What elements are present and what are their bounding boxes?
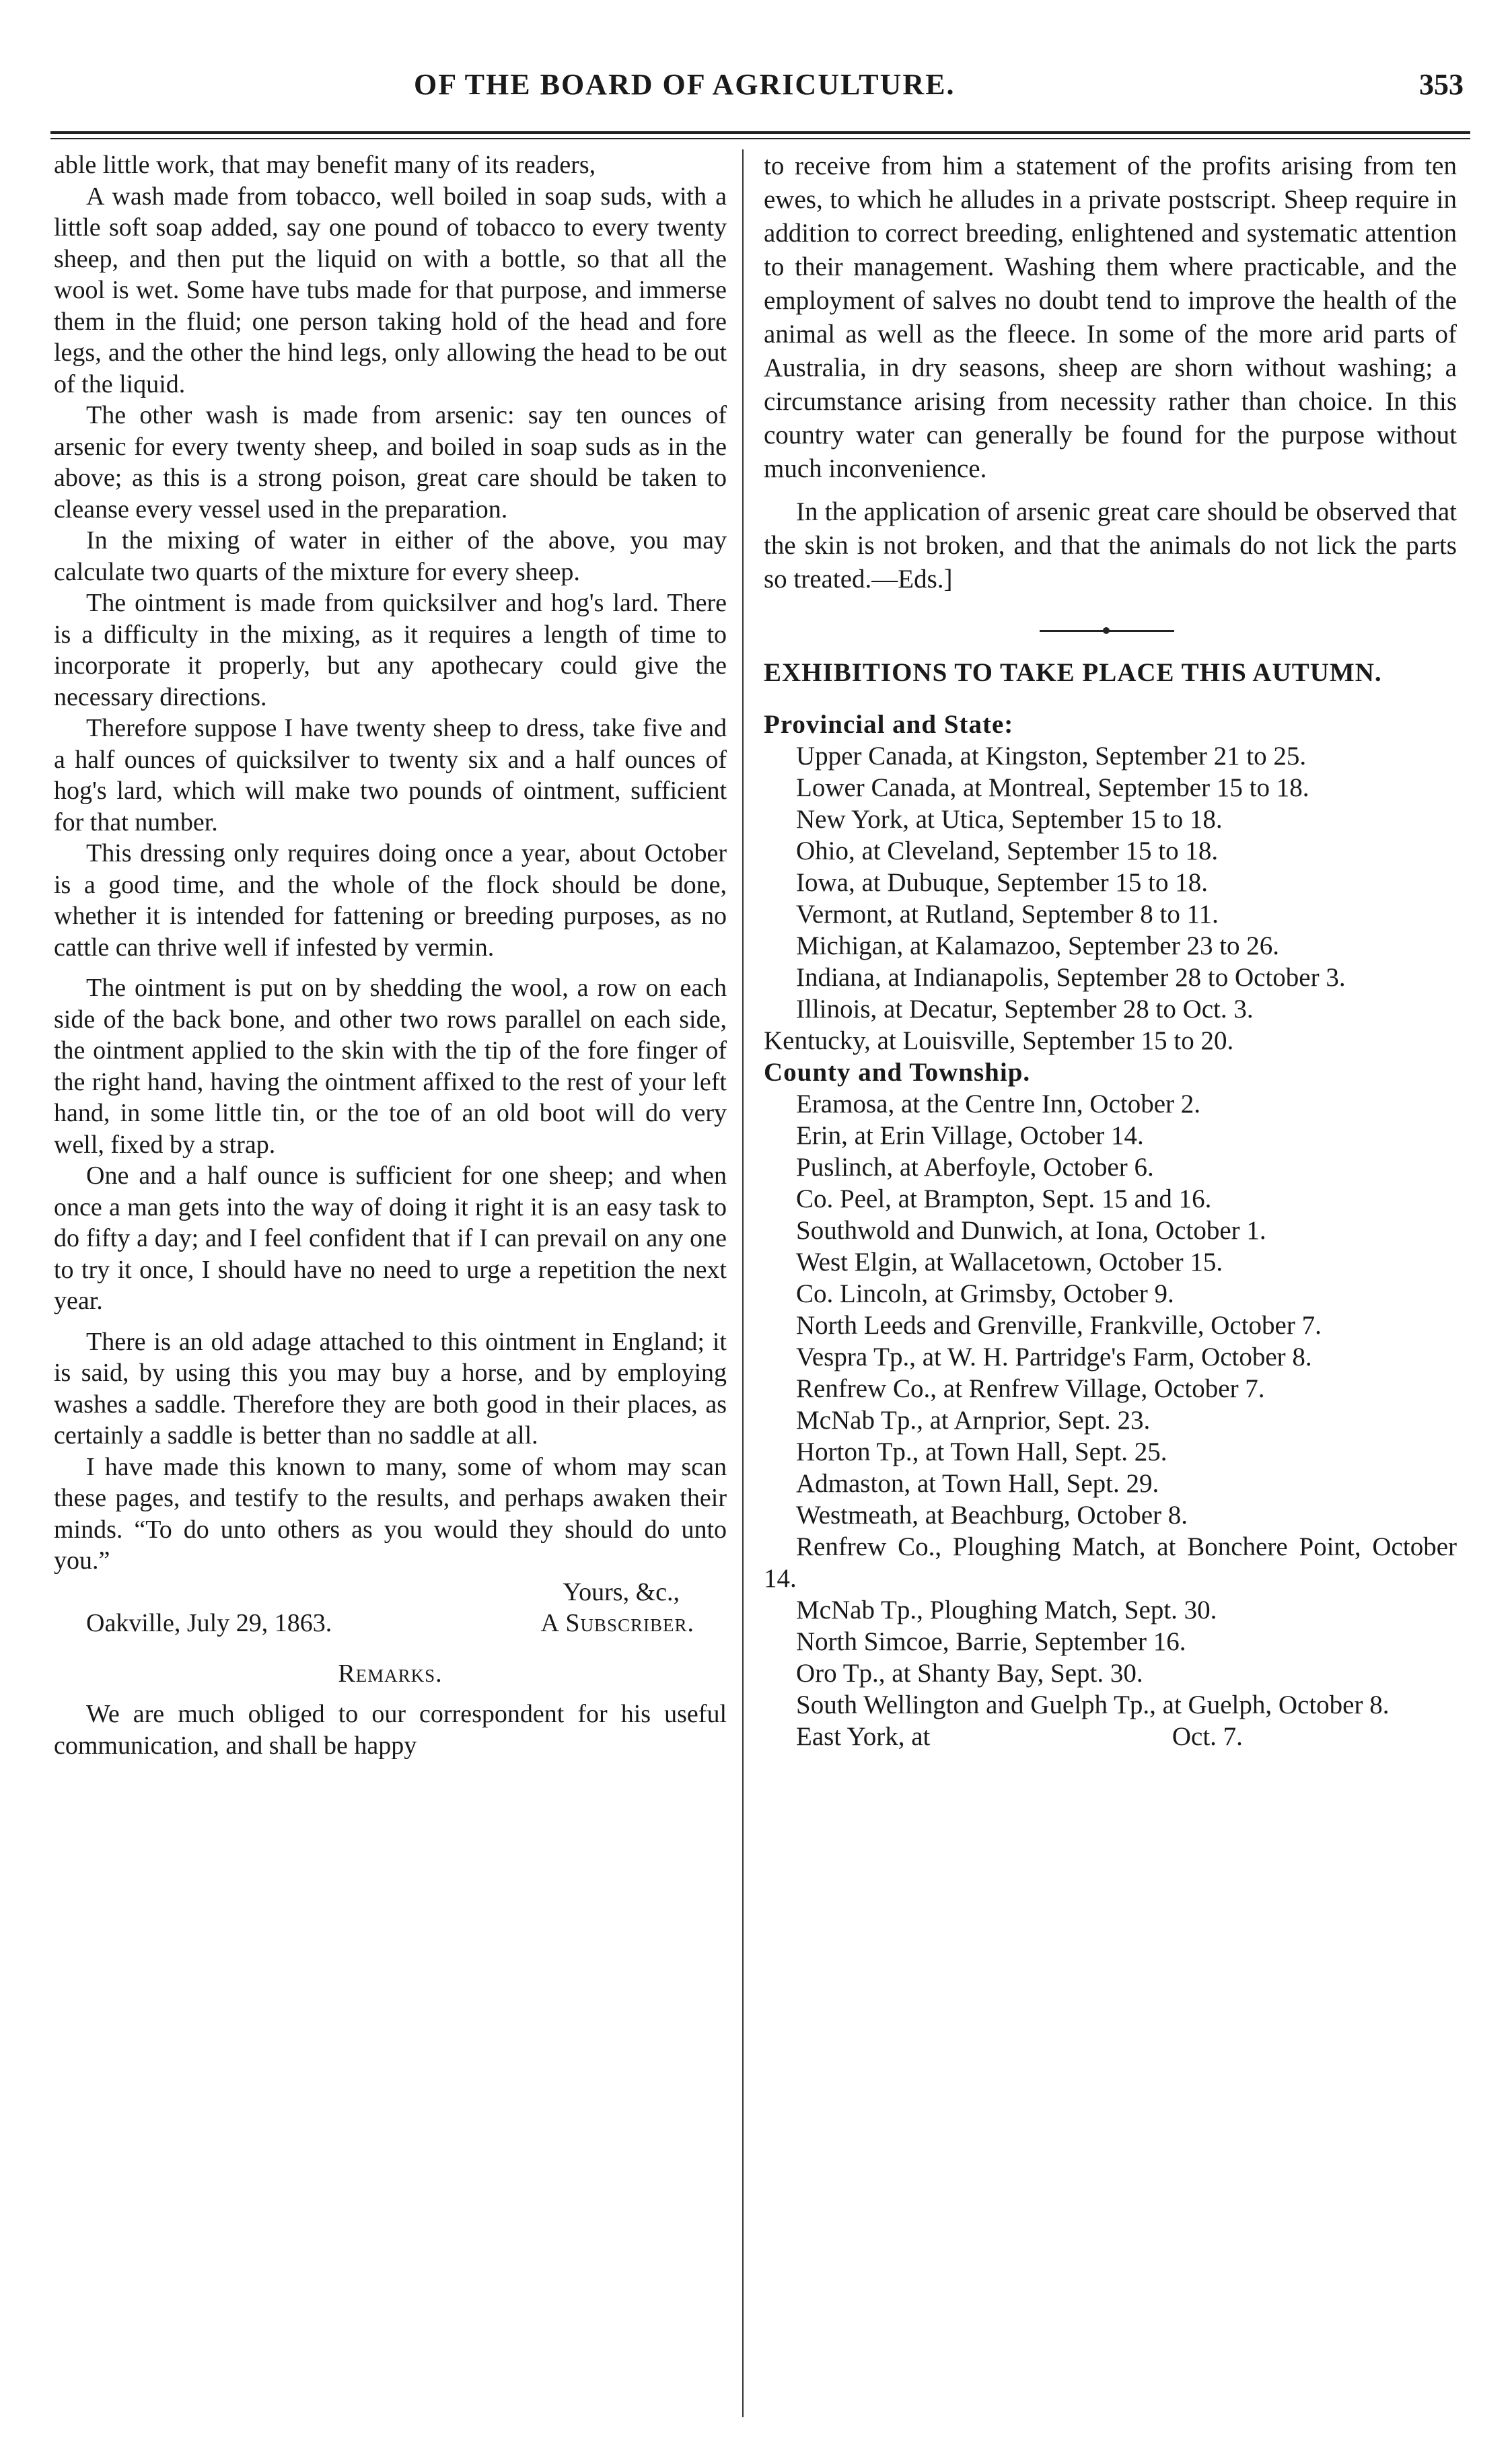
list-item: Eramosa, at the Centre Inn, October 2.	[796, 1090, 1201, 1118]
paragraph: This dressing only requires doing once a year, about October is a good time, and the whole of the flock should be done, whether it is intended for fattening or breeding purposes, as no cattle can thrive well if infested by vermin.	[54, 839, 727, 962]
list-item: Erin, at Erin Village, October 14.	[796, 1121, 1144, 1150]
list-item: Kentucky, at Louisville, September 15 to 20.	[764, 1026, 1234, 1055]
list-item: Horton Tp., at Town Hall, Sept. 25.	[796, 1437, 1167, 1466]
list-item: Illinois, at Decatur, September 28 to Oct. 3.	[796, 995, 1254, 1024]
list-item: Michigan, at Kalamazoo, September 23 to 26.	[796, 931, 1280, 960]
list-item-date: Oct. 7.	[1172, 1722, 1243, 1751]
list-item: Lower Canada, at Montreal, September 15 to 18.	[796, 773, 1309, 802]
provincial-heading: Provincial and State:	[764, 710, 1014, 739]
list-item: Oro Tp., at Shanty Bay, Sept. 30.	[796, 1659, 1143, 1688]
section-divider	[764, 610, 1457, 650]
paragraph: There is an old adage attached to this ointment in England; it is said, by using this you may buy a horse, and by employing washes a saddle. Therefore they are both good in their places, as certainly a saddle is better than no saddle at all.	[54, 1327, 727, 1450]
paragraph: The ointment is put on by shedding the wool, a row on each side of the back bone, and other two rows parallel on each side, the ointment applied to the skin with the tip of the fore finger of the right hand, having the ointment affixed to the rest of your left hand, in some little tin, or the toe of an old boot will do very well, fixed by a strap.	[54, 974, 727, 1159]
list-item: Co. Lincoln, at Grimsby, October 9.	[796, 1279, 1174, 1308]
list-item: Indiana, at Indianapolis, September 28 to October 3.	[796, 963, 1346, 992]
running-title: OF THE BOARD OF AGRICULTURE.	[414, 68, 956, 101]
dateline: Oakville, July 29, 1863.	[86, 1609, 332, 1637]
paragraph: The ointment is made from quicksilver and hog's lard. There is a difficulty in the mixing, as it requires a length of time to incorporate it properly, but any apothecary could give the necessary directions.	[54, 589, 727, 711]
paragraph: In the mixing of water in either of the above, you may calculate two quarts of the mixture for every sheep.	[54, 526, 727, 586]
list-item: Vermont, at Rutland, September 8 to 11.	[796, 900, 1219, 929]
list-item: Puslinch, at Aberfoyle, October 6.	[796, 1153, 1154, 1182]
paragraph: able little work, that may benefit many of its readers,	[54, 151, 596, 179]
dateline-row	[54, 1608, 727, 1639]
list-item: Westmeath, at Beachburg, October 8.	[796, 1501, 1188, 1530]
list-item-last	[764, 1721, 1457, 1752]
list-item: Renfrew Co., Ploughing Match, at Bonchere Point, October 14.	[764, 1532, 1457, 1593]
list-item: Co. Peel, at Brampton, Sept. 15 and 16.	[796, 1184, 1212, 1213]
left-column	[54, 149, 727, 1761]
page-number: 353	[1419, 68, 1464, 101]
exhibitions-title: EXHIBITIONS TO TAKE PLACE THIS AUTUMN.	[764, 658, 1382, 687]
paragraph: In the application of arsenic great care should be observed that the skin is not broken, and that the animals do not lick the parts so treated.—Eds.]	[764, 497, 1457, 594]
header-rule-thick	[50, 131, 1470, 134]
remarks-paragraph: We are much obliged to our correspondent for his useful communication, and shall be happy	[54, 1700, 727, 1760]
exhibitions-list	[764, 709, 1457, 1752]
list-item: Vespra Tp., at W. H. Partridge's Farm, October 8.	[796, 1343, 1312, 1371]
list-item: Admaston, at Town Hall, Sept. 29.	[796, 1469, 1159, 1498]
list-item: McNab Tp., at Arnprior, Sept. 23.	[796, 1406, 1151, 1435]
paragraph: One and a half ounce is sufficient for one sheep; and when once a man gets into the way of doing it right it is an easy task to do fifty a day; and I feel confident that if I can prevail on any one to try it once, I should have no need to urge a repetition the next year.	[54, 1162, 727, 1315]
list-item: North Simcoe, Barrie, September 16.	[796, 1627, 1186, 1656]
list-item: Upper Canada, at Kingston, September 21 to 25.	[796, 742, 1307, 771]
list-item: Renfrew Co., at Renfrew Village, October 7.	[796, 1374, 1265, 1403]
list-item: Iowa, at Dubuque, September 15 to 18.	[796, 868, 1208, 897]
paragraph: Therefore suppose I have twenty sheep to dress, take five and a half ounces of quicksilver to twenty six and a half ounces of hog's lard, which will make two pounds of ointment, sufficient for that number.	[54, 714, 727, 836]
list-item: McNab Tp., Ploughing Match, Sept. 30.	[796, 1596, 1217, 1625]
column-divider	[742, 149, 744, 2417]
paragraph: I have made this known to many, some of whom may scan these pages, and testify to the results, and perhaps awaken their minds. “To do unto others as you would they should do unto you.”	[54, 1452, 727, 1575]
remarks-heading: Remarks.	[338, 1659, 443, 1688]
page-header	[50, 67, 1464, 121]
list-item: North Leeds and Grenville, Frankville, October 7.	[796, 1311, 1322, 1340]
list-item: Ohio, at Cleveland, September 15 to 18.	[796, 836, 1219, 865]
paragraph: A wash made from tobacco, well boiled in soap suds, with a little soft soap added, say one pound of tobacco to every twenty sheep, and then put the liquid on with a bottle, so that all the wool is wet. Some have tubs made for that purpose, and immerse them in the fluid; one person taking hold of the head and fore legs, and the other the hind legs, only allowing the head to be out of the liquid.	[54, 182, 727, 398]
list-item: South Wellington and Guelph Tp., at Guelph, October 8.	[796, 1690, 1390, 1719]
list-item: New York, at Utica, September 15 to 18.	[796, 805, 1223, 834]
signature: A Subscriber.	[540, 1609, 694, 1637]
paragraph: to receive from him a statement of the profits arising from ten ewes, to which he alludes in a private postscript. Sheep require in addition to correct breeding, enlightened and systematic attention to their management. Washing them where practicable, and the employment of salves no doubt tend to improve the health of the animal as well as the fleece. In some of the more arid parts of Australia, in dry seasons, sheep are shorn without washing; a circumstance arising from necessity rather than choice. In this country water can generally be found for the purpose without much inconvenience.	[764, 151, 1457, 483]
right-column	[764, 149, 1457, 1752]
letter-closing: Yours, &c.,	[563, 1577, 680, 1606]
paragraph: The other wash is made from arsenic: say ten ounces of arsenic for every twenty sheep, and boiled in soap suds as in the above; as this is a strong poison, great care should be taken to cleanse every vessel used in the preparation.	[54, 401, 727, 524]
list-item: West Elgin, at Wallacetown, October 15.	[796, 1248, 1223, 1277]
county-heading: County and Township.	[764, 1058, 1031, 1087]
list-item-text: East York, at	[796, 1722, 931, 1751]
header-rule-thin	[50, 138, 1470, 139]
list-item: Southwold and Dunwich, at Iona, October 1.	[796, 1216, 1266, 1245]
